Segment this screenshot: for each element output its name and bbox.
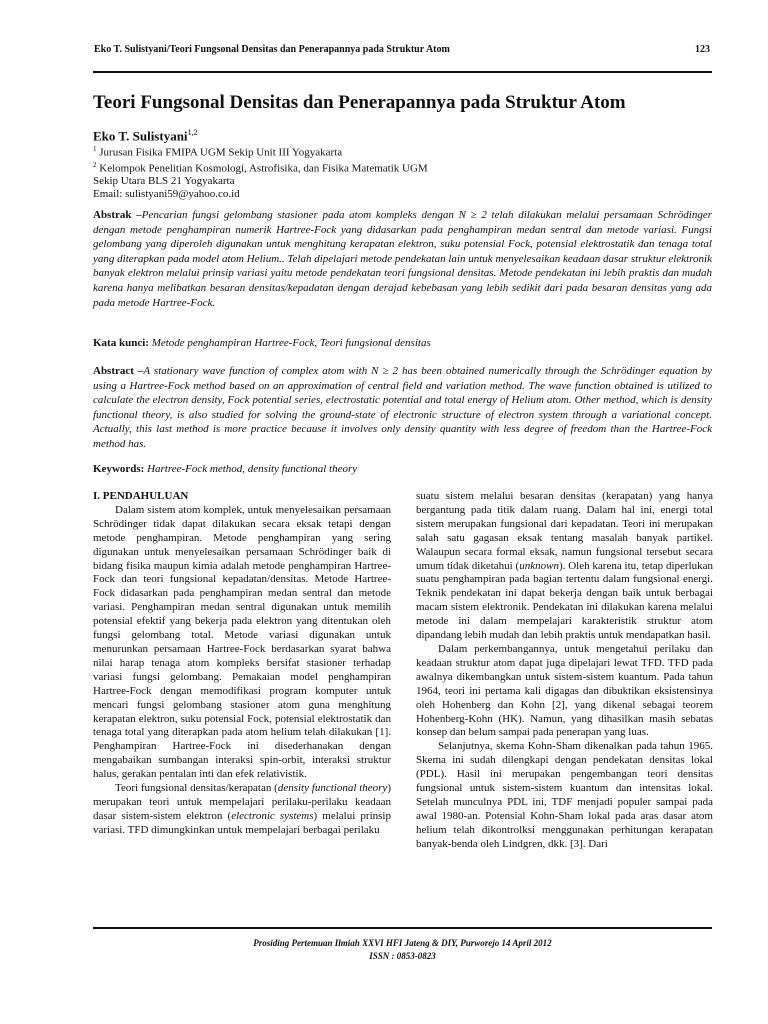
author-superscript: 1,2 <box>187 128 198 137</box>
right-paragraph-2: Dalam perkembangannya, untuk mengetahui perilaku dan keadaan struktur atom dapat juga dipelajari lewat TFD. TFD pada awalnya dikembangkan untuk sistem-sistem kuantum. Pada tahun 1964, teori ini pertama kali digagas dan dibuktikan eksistensinya oleh Hohenberg dan Kohn [2], yang dikenal sebagai teorem Hohenberg-Kohn (HK). Namun, yang dihasilkan masih sebatas konsep dan belum sampai pada penerapan yang luas. <box>416 642 713 739</box>
author-name <box>93 128 198 144</box>
keywords-block <box>93 462 712 477</box>
kata-kunci-text: Metode penghampiran Hartree-Fock, Teori fungsional densitas <box>151 337 431 349</box>
left-paragraph-2 <box>93 782 391 838</box>
abstract-label: Abstract – <box>93 365 144 377</box>
affiliation-1-sup: 1 <box>93 145 97 153</box>
left-p2-part-c: ) merupakan teori untuk mempelajari perilaku-perilaku keadaan dasar sistem-sistem elektron ( <box>93 782 391 822</box>
abstrak-block <box>93 208 712 310</box>
author-name-text: Eko T. Sulistyani <box>93 128 188 144</box>
right-column <box>416 490 713 852</box>
affiliation-2-sup: 2 <box>93 161 97 170</box>
paper-title: Teori Fungsonal Densitas dan Penerapannya pada Struktur Atom <box>93 92 626 113</box>
affiliation-1 <box>93 143 428 159</box>
right-p1-part-a: suatu sistem melalui besaran densitas (kerapatan) yang hanya bergantung pada titik dalam ruang. Dalam hal ini, energi total sistem merupakan fungsional dari kepadatan. Teori ini merupakan salah satu gagasan eksak tentang masalah banyak partikel. Walaupun secara formal eksak, namun fungsional tersebut secara umum tidak diketahui ( <box>416 490 713 572</box>
kata-kunci-block <box>93 336 712 351</box>
address: Sekip Utara BLS 21 Yogyakarta <box>93 175 235 188</box>
right-p1-italic-unknown: unknown <box>519 559 559 572</box>
section-heading: I. PENDAHULUAN <box>93 490 189 502</box>
running-title: Eko T. Sulistyani/Teori Fungsonal Densitas dan Penerapannya pada Struktur Atom <box>94 44 450 55</box>
abstract-block <box>93 364 712 452</box>
footer-rule <box>93 927 712 929</box>
abstrak-text: Pencarian fungsi gelombang stasioner pada atom kompleks dengan N ≥ 2 telah dilakukan melalui persamaan Schrödinger dengan metode penghampiran numerik Hartree-Fock yang didasarkan pada penghampiran medan sentral dan metode variasi. Fungsi gelombang yang diperoleh digunakan untuk menghitung kerapatan elektron, suku potensial Fock, potensial elektrostatik dan tenaga total yang diterapkan pada model atom Helium.. Telah dipelajari metode pendekatan lain untuk menyelesaikan keadaan dasar struktur elektronik banyak elektron melalui prinsip variasi yaitu metode pendekatan teori fungsional densitas. Metode pendekatan ini lebih praktis dan mudah karena hanya melibatkan besaran densitas/kepadatan dengan derajad kebebasan yang lebih sedikit dari pada besaran densitas yang ada pada metode Hartree-Fock. <box>93 209 712 309</box>
footer-proceedings: Prosiding Pertemuan Ilmiah XXVI HFI Jateng & DIY, Purworejo 14 April 2012 <box>253 938 552 948</box>
left-column <box>93 490 391 838</box>
abstract-text: A stationary wave function of complex atom with N ≥ 2 has been obtained numerically through the Schrödinger equation by using a Hartree-Fock method based on an approximation of central field and variation method. The wave function obtained is utilized to calculate the electron density, Fock potential series, electrostatic potential and total energy of Helium atom. Other method, which is density functional theory, is also studied for solving the ground-state of electronic structure of electron system through a variational concept. Actually, this last method is more practice because it involves only density quantity with less degree of freedom than the Hartree-Fock method has. <box>93 365 712 450</box>
left-paragraph-1: Dalam sistem atom komplek, untuk menyelesaikan persamaan Schrödinger tidak dapat dilakukan secara eksak tetapi dengan metode penghampiran. Metode penghampiran yang sering digunakan untuk menyelesaikan persamaan Schrödinger baik di bidang fisika maupun kimia adalah metode penghampiran Hartree-Fock dan teori fungsional kepadatan/densitas. Metode Hartree-Fock didasarkan pada penghampiran medan sentral dan metode variasi. Penghampiran medan sentral digunakan untuk memilih potensial efektif yang bekerja pada elektron yang ditentukan oleh fungsi gelombang total. Metode variasi digunakan untuk menurunkan persamaan Hartree-Fock berdasarkan syarat bahwa nilai harap tenaga atom kompleks bersifat stasioner terhadap variasi fungsi gelombang. Pemakaian model penghampiran Hartree-Fock dengan memodifikasi program komputer untuk mencari fungsi gelombang stasioner atom guna menghitung kerapatan elektron, suku potensial Fock, potensial elektrostatik dan tenaga total yang diterapkan pada atom helium telah dilakukan [1]. Penghampiran Hartree-Fock ini disederhanakan dengan mengabaikan sumbangan interaksi spin-orbit, interaksi struktur halus, gerakan pentalan inti dan efek relativistik. <box>93 503 391 781</box>
right-p1-part-c: ). Oleh karena itu, tetap diperlukan suatu penghampiran pada bagian tertentu dalam fungsional energi. Teknik pendekatan ini dapat bekerja dengan baik untuk berbagai macam sistem elektronik. Pendekatan ini dilakukan karena melalui metode ini dalam mempelajari karakteristik struktur atom dipandang lebih mudah dan lebih praktis untuk mendapatkan hasil. <box>416 559 714 642</box>
header-rule <box>93 71 712 73</box>
affiliations <box>93 143 428 200</box>
affiliation-2 <box>93 159 428 175</box>
email: Email: sulistyani59@yahoo.co.id <box>93 187 240 200</box>
left-p2-italic-electronic: electronic systems <box>231 809 314 822</box>
running-header <box>94 44 710 55</box>
page-number: 123 <box>695 44 710 55</box>
affiliation-1-text: Jurusan Fisika FMIPA UGM Sekip Unit III Yogyakarta <box>96 146 343 159</box>
affiliation-2-text: Kelompok Penelitian Kosmologi, Astrofisika, dan Fisika Matematik UGM <box>96 162 428 175</box>
keywords-label: Keywords: <box>93 463 145 475</box>
right-paragraph-3: Selanjutnya, skema Kohn-Sham dikenalkan pada tahun 1965. Skema ini sudah dilengkapi dengan pendekatan densitas lokal (PDL). Hasil ini merupakan pengembangan teori densitas fungsional untuk sistem-sistem kuantum dan intensitas lokal. Setelah munculnya PDL ini, TDF menjadi populer sampai pada awal 1980-an. Potensial Kohn-Sham lokal pada aras dasar atom helium telah dikontrolksi menggunakan perhitungan kerapatan banyak-benda oleh Lindgren, dkk. [3]. Dari <box>416 740 713 850</box>
left-p2-italic-dft: density functional theory <box>277 782 388 795</box>
footer-issn: ISSN : 0853-0823 <box>369 951 436 961</box>
right-paragraph-1 <box>416 490 713 643</box>
left-p2-part-e: ) melalui prinsip variasi. TFD dimungkinkan untuk mempelajari berbagai perilaku <box>93 809 391 836</box>
abstrak-label: Abstrak – <box>93 209 142 221</box>
kata-kunci-label: Kata kunci: <box>93 337 149 349</box>
keywords-text: Hartree-Fock method, density functional theory <box>147 463 358 475</box>
left-p2-part-a: Teori fungsional densitas/kerapatan ( <box>115 782 278 795</box>
